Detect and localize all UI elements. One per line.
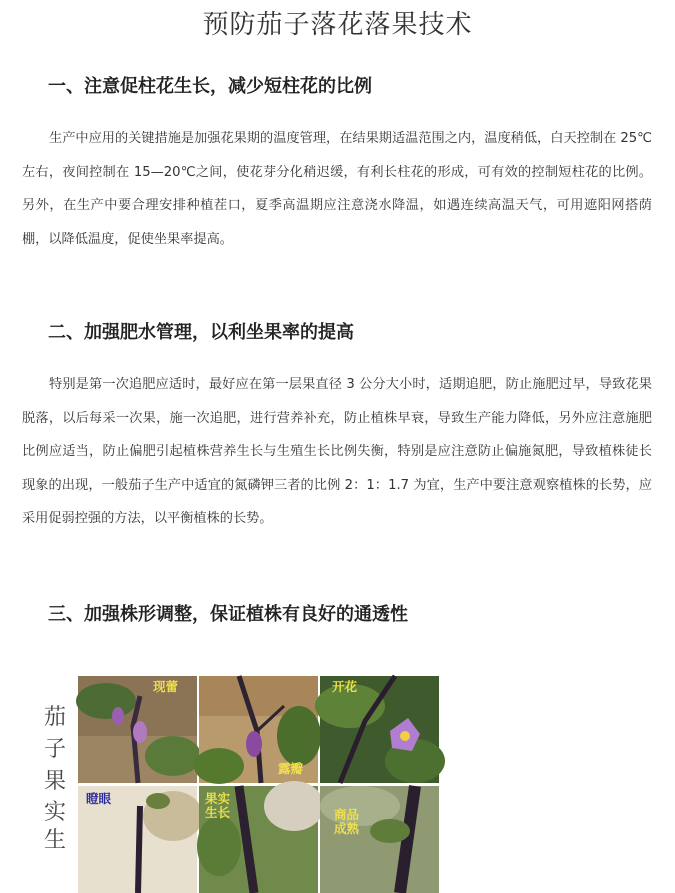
section-heading-1: 一、注意促柱花生长，减少短柱花的比例 <box>48 76 372 97</box>
tile-label: 开花 <box>332 679 358 694</box>
figure-caption-char: 茄 <box>43 705 66 730</box>
section-paragraph-1: 生产中应用的关键措施是加强花果期的温度管理，在结果期适温范围之内，温度稍低，白天控制在 25℃左右，夜间控制在 15—20℃之间，使花芽分化稍迟缓，有利长柱花的形成，可有效的控制短柱花的比例。另外，在生产中要合理安排种植茬口，夏季高温期应注意浇水降温，如遇连续高温天气，可用遮阳网搭荫棚，以降低温度，促使坐果率提高。 <box>22 131 652 247</box>
figure-caption-char: 生 <box>43 828 66 853</box>
figure-caption-char: 子 <box>43 737 66 762</box>
tile-label: 商品 成熟 <box>334 807 360 836</box>
figure-caption-char: 实 <box>43 800 66 825</box>
photo-tile-petal-showing <box>199 676 318 783</box>
tile-label: 露瓣 <box>278 761 304 776</box>
tile-label: 果实 生长 <box>205 791 231 820</box>
section-paragraph-2: 特别是第一次追肥应适时，最好应在第一层果直径 3 公分大小时，适期追肥，防止施肥过早，导致花果脱落，以后每采一次果，施一次追肥，进行营养补充，防止植株早衰，导致生产能力降低，另外应注意施肥比例应适当，防止偏肥引起植株营养生长与生殖生长比例失衡，特别是应注意防止偏施氮肥，导致植株徒长现象的出现，一般茄子生产中适宜的氮磷钾三者的比例 2：1：1.7 为宜，生产中要注意观察植株的长势，应采用促弱控强的方法，以平衡植株的长势。 <box>22 377 652 526</box>
photo-tile-mature <box>320 786 439 893</box>
eggplant-growth-figure <box>38 676 438 853</box>
section-heading-3: 三、加强株形调整，保证植株有良好的通透性 <box>48 604 408 625</box>
photo-tile-fruit-set <box>78 786 197 893</box>
section-heading-2: 二、加强肥水管理，以利坐果率的提高 <box>48 322 354 343</box>
photo-tile-fruit-growth <box>199 786 318 893</box>
figure-vertical-caption <box>38 676 72 853</box>
photo-tile-budding <box>78 676 197 783</box>
page-title: 预防茄子落花落果技术 <box>202 10 473 40</box>
figure-caption-char: 果 <box>43 769 66 794</box>
photo-tile-flowering <box>320 676 439 783</box>
tile-label: 现蕾 <box>153 679 179 694</box>
tile-label: 瞪眼 <box>86 791 112 806</box>
